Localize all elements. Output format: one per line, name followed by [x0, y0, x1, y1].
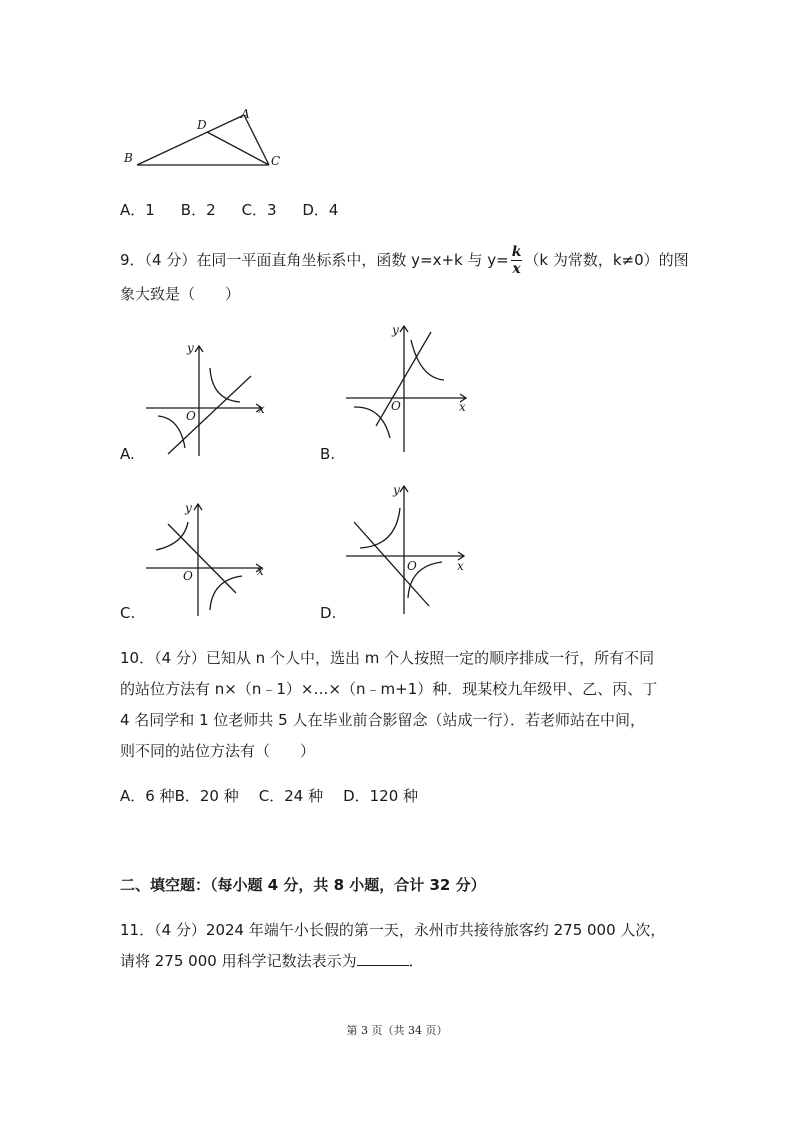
graph-a-y-label: y [187, 341, 194, 355]
graph-a-label[interactable]: A. [120, 445, 135, 463]
page-footer: 第 3 页（共 34 页） [346, 1024, 448, 1037]
q8-option-a[interactable]: A．1 [120, 201, 155, 219]
q9-stem-suffix: （k 为常数，k≠0）的图 [524, 251, 689, 269]
fraction-k-over-x [511, 244, 523, 277]
q10-option-d[interactable]: D．120 种 [343, 787, 419, 805]
vertex-label-c: C [271, 154, 281, 168]
graph-a[interactable] [140, 340, 280, 460]
q10-option-a[interactable]: A．6 种 [120, 787, 175, 805]
graph-d-x-label: x [457, 559, 464, 573]
q11-line-2-prefix: 请将 275 000 用科学记数法表示为 [120, 952, 357, 970]
graph-c-y-label: y [185, 501, 192, 515]
q11-line-2-suffix: ． [408, 952, 424, 970]
graph-c-origin-label: O [183, 569, 193, 583]
graph-b-y-label: y [392, 323, 399, 337]
graph-b-label[interactable]: B. [320, 445, 336, 463]
fraction-denominator: x [512, 261, 521, 277]
answer-blank[interactable] [357, 951, 409, 966]
graph-d-origin-label: O [407, 559, 417, 573]
graph-c[interactable] [140, 500, 280, 622]
graph-d[interactable] [340, 482, 480, 622]
q10-option-c[interactable]: C．24 种 [258, 787, 324, 805]
q10-line-1: 10．（4 分）已知从 n 个人中，选出 m 个人按照一定的顺序排成一行，所有不同 [120, 649, 655, 667]
q10-line-3: 4 名同学和 1 位老师共 5 人在毕业前合影留念（站成一行）．若老师站在中间， [120, 711, 645, 729]
triangle-figure [115, 105, 305, 177]
q9-stem-prefix: 9．（4 分）在同一平面直角坐标系中，函数 y=x+k 与 y= [120, 251, 509, 269]
q10-line-4: 则不同的站位方法有（ ） [120, 742, 316, 760]
vertex-label-d: D [197, 118, 207, 132]
vertex-label-b: B [124, 151, 133, 165]
graph-b-origin-label: O [391, 399, 401, 413]
q8-option-d[interactable]: D．4 [302, 201, 339, 219]
q8-option-c[interactable]: C．3 [241, 201, 277, 219]
q9-stem [120, 244, 689, 277]
graph-d-y-label: y [393, 483, 400, 497]
q10-line-2: 的站位方法有 n×（n﹣1）×…×（n﹣m+1）种．现某校九年级甲、乙、丙、丁 [120, 680, 658, 698]
graph-b[interactable] [340, 322, 480, 462]
graph-a-origin-label: O [186, 409, 196, 423]
section-heading-fill-in: 二、填空题：（每小题 4 分，共 8 小题，合计 32 分） [120, 876, 486, 894]
graph-c-label[interactable]: C. [120, 604, 136, 622]
q11-line-2 [120, 951, 424, 971]
q9-stem-line2: 象大致是（ ） [120, 285, 241, 303]
graph-d-label[interactable]: D. [320, 604, 337, 622]
vertex-label-a: A [241, 107, 250, 121]
graph-a-x-label: x [258, 402, 265, 416]
q8-options [120, 200, 338, 220]
graph-c-x-label: x [257, 564, 264, 578]
fraction-numerator: k [511, 244, 522, 260]
q10-options [120, 786, 418, 806]
graph-b-x-label: x [459, 400, 466, 414]
q11-line-1: 11．（4 分）2024 年端午小长假的第一天，永州市共接待旅客约 275 000 人次， [120, 921, 666, 939]
q8-option-b[interactable]: B．2 [180, 201, 216, 219]
q10-option-b[interactable]: B．20 种 [174, 787, 239, 805]
